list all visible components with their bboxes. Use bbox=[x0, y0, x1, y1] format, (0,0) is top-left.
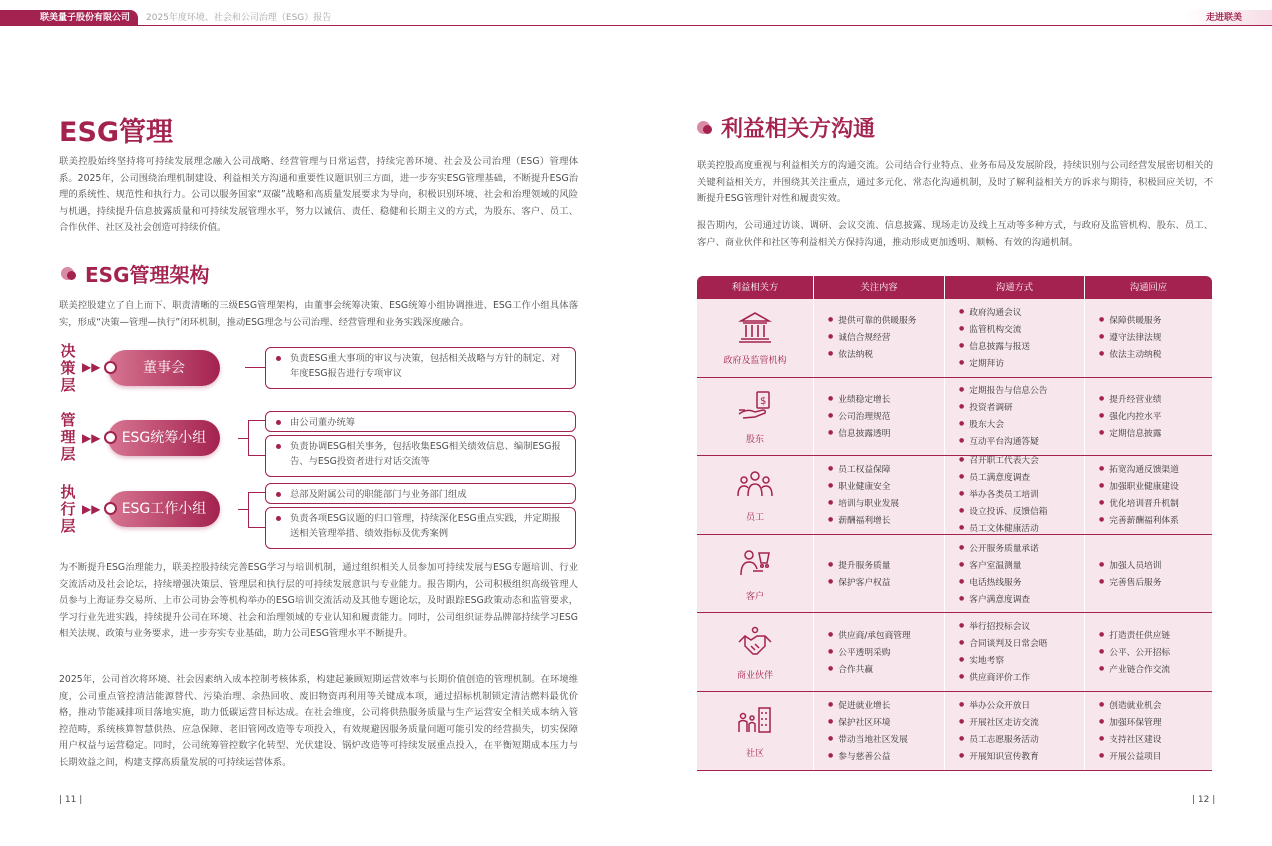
stakeholder-name: 政府及监管机构 bbox=[723, 356, 787, 367]
employee-icon bbox=[735, 466, 775, 506]
concerns-cell bbox=[813, 535, 944, 613]
method-item: ● 投资者调研 bbox=[959, 399, 1084, 416]
duty-working-2 bbox=[265, 507, 576, 549]
page-number-right: | 12 | bbox=[1192, 795, 1216, 805]
response-item: ● 提升经营业绩 bbox=[1099, 391, 1212, 408]
response-item: ● 开展公益项目 bbox=[1099, 748, 1212, 765]
node-esg-working: ESG工作小组 bbox=[108, 491, 220, 527]
duty-text: 负责协调ESG相关事务，包括收集ESG相关绩效信息、编制ESG报告、与ESG投资者进行对话交流等 bbox=[290, 441, 561, 467]
stakeholder-cell bbox=[697, 535, 813, 613]
duty-coordination-1 bbox=[265, 411, 576, 432]
method-item: ● 开展社区走访交流 bbox=[959, 714, 1084, 731]
esg-structure-title: ESG管理架构 bbox=[85, 263, 210, 287]
method-item: ● 互动平台沟通答疑 bbox=[959, 433, 1084, 450]
method-item: ● 举行招投标会议 bbox=[959, 618, 1084, 635]
page-number-value: 11 bbox=[64, 795, 77, 805]
stakeholder-name: 员工 bbox=[745, 513, 764, 524]
table-row bbox=[697, 378, 1212, 457]
methods-cell bbox=[944, 692, 1084, 770]
community-icon bbox=[735, 702, 775, 742]
concern-item: ● 参与慈善公益 bbox=[828, 748, 944, 765]
response-item: ● 产业链合作交流 bbox=[1099, 661, 1212, 678]
stakeholder-table bbox=[697, 276, 1212, 771]
method-item: ● 公开服务质量承诺 bbox=[959, 540, 1084, 557]
connector-bracket bbox=[248, 420, 265, 456]
responses-cell bbox=[1084, 535, 1212, 613]
concern-item: ● 职业健康安全 bbox=[828, 478, 944, 495]
response-item: ● 创造就业机会 bbox=[1099, 697, 1212, 714]
methods-cell bbox=[944, 299, 1084, 377]
concern-item: ● 业绩稳定增长 bbox=[828, 391, 944, 408]
node-ring-icon bbox=[104, 502, 117, 515]
response-item: ● 加强人员培训 bbox=[1099, 557, 1212, 574]
concerns-cell bbox=[813, 692, 944, 770]
stakeholder-heading bbox=[697, 112, 875, 143]
duty-text: 总部及附属公司的职能部门与业务部门组成 bbox=[290, 489, 467, 500]
table-row bbox=[697, 692, 1212, 771]
government-icon bbox=[735, 309, 775, 349]
report-title: 2025年度环境、社会和公司治理（ESG）报告 bbox=[146, 13, 332, 23]
header-cell: 沟通方式 bbox=[944, 276, 1084, 299]
arrow-icon: ▶▶ bbox=[82, 502, 101, 516]
esg-training-paragraph: 为不断提升ESG治理能力，联美控股持续完善ESG学习与培训机制，通过组织相关人员参加可持续发展与ESG专题培训、行业交流活动及社会论坛，持续增强决策层、管理层和执行层的可持续发展意识与专业能力。报告期内，公司积极组织高级管理人员参与上海证券交易所、上市公司协会等机构举办的ESG培训交流活动及其他专题论坛，及时跟踪ESG政策动态和监管要求，学习行业先进实践，持续提升公司在环境、社会和治理领域的专业认知和履责能力。同时，公司组织证券品牌部持续学习ESG相关法规、政策与业务要求，进一步夯实专业基础，助力公司ESG管理水平不断提升。 bbox=[59, 562, 578, 640]
concerns-cell bbox=[813, 456, 944, 534]
method-item: ● 实地考察 bbox=[959, 652, 1084, 669]
response-item: ● 依法主动纳税 bbox=[1099, 346, 1212, 363]
concerns-cell bbox=[813, 613, 944, 691]
method-item: ● 召开职工代表大会 bbox=[959, 452, 1084, 469]
stakeholder-name: 商业伙伴 bbox=[736, 670, 773, 681]
table-row bbox=[697, 613, 1212, 692]
response-item: ● 拓宽沟通反馈渠道 bbox=[1099, 461, 1212, 478]
concern-item: ● 依法纳税 bbox=[828, 346, 944, 363]
table-body bbox=[697, 299, 1212, 771]
layer-label-decision: 决策层 bbox=[60, 342, 76, 394]
responses-cell bbox=[1084, 378, 1212, 456]
response-item: ● 完善售后服务 bbox=[1099, 574, 1212, 591]
page-number-left: | 11 | bbox=[59, 795, 83, 805]
esg-intro-paragraph: 联美控股始终坚持将可持续发展理念融入公司战略、经营管理与日常运营，持续完善环境、社会及公司治理（ESG）管理体系。2025年，公司围绕治理机制建设、利益相关方沟通和重要性议题识别三方面，进一步夯实ESG管理基础，不断提升ESG治理的系统性、规范性和执行力。公司以服务国家“双碳”战略和高质量发展要求为导向，积极识别环境、社会和治理领域的风险与机遇，持续提升信息披露质量和可持续发展管理水平，努力以诚信、责任、稳健和长期主义的方式，为股东、客户、员工、合作伙伴、社区及社会创造可持续价值。 bbox=[59, 156, 578, 234]
header-divider bbox=[0, 25, 1272, 26]
responses-cell bbox=[1084, 299, 1212, 377]
method-item: ● 定期拜访 bbox=[959, 355, 1084, 372]
method-item: ● 合同谈判及日常会晤 bbox=[959, 635, 1084, 652]
method-item: ● 员工满意度调查 bbox=[959, 469, 1084, 486]
stakeholder-name: 社区 bbox=[745, 749, 764, 760]
stakeholder-name: 股东 bbox=[745, 434, 764, 445]
header-cell: 沟通回应 bbox=[1084, 276, 1212, 299]
method-item: ● 供应商评价工作 bbox=[959, 669, 1084, 686]
node-ring-icon bbox=[104, 431, 117, 444]
stakeholder-cell bbox=[697, 299, 813, 377]
section-bullet-icon bbox=[697, 120, 715, 136]
header-cell: 利益相关方 bbox=[731, 282, 779, 293]
method-item: ● 员工志愿服务活动 bbox=[959, 731, 1084, 748]
response-item: ● 公平、公开招标 bbox=[1099, 644, 1212, 661]
layer-label-execution: 执行层 bbox=[60, 483, 76, 535]
stakeholder-name: 客户 bbox=[745, 592, 764, 603]
connector-bracket bbox=[248, 492, 265, 528]
method-item: ● 信息披露与报送 bbox=[959, 338, 1084, 355]
response-item: ● 定期信息披露 bbox=[1099, 425, 1212, 442]
method-item: ● 政府沟通会议 bbox=[959, 304, 1084, 321]
concern-item: ● 员工权益保障 bbox=[828, 461, 944, 478]
response-item: ● 打造责任供应链 bbox=[1099, 627, 1212, 644]
concern-item: ● 培训与职业发展 bbox=[828, 495, 944, 512]
responses-cell bbox=[1084, 692, 1212, 770]
concern-item: ● 合作共赢 bbox=[828, 661, 944, 678]
method-item: ● 举办各类员工培训 bbox=[959, 486, 1084, 503]
arrow-icon: ▶▶ bbox=[82, 360, 101, 374]
shareholder-icon bbox=[735, 388, 775, 428]
concerns-cell bbox=[813, 299, 944, 377]
concern-item: ● 提供可靠的供暖服务 bbox=[828, 312, 944, 329]
partner-icon bbox=[735, 624, 775, 664]
response-item: ● 强化内控水平 bbox=[1099, 408, 1212, 425]
table-row bbox=[697, 535, 1212, 614]
concern-item: ● 带动当地社区发展 bbox=[828, 731, 944, 748]
duty-coordination-2 bbox=[265, 435, 576, 477]
concern-item: ● 促进就业增长 bbox=[828, 697, 944, 714]
duty-board-1 bbox=[265, 347, 576, 389]
connector-line bbox=[238, 438, 248, 439]
table-row bbox=[697, 299, 1212, 378]
method-item: ● 客户满意度调查 bbox=[959, 591, 1084, 608]
response-item: ● 优化培训晋升机制 bbox=[1099, 495, 1212, 512]
response-item: ● 完善薪酬福利体系 bbox=[1099, 512, 1212, 529]
node-ring-icon bbox=[104, 361, 117, 374]
layer-label-management: 管理层 bbox=[60, 411, 76, 463]
methods-cell bbox=[944, 613, 1084, 691]
method-item: ● 电话热线服务 bbox=[959, 574, 1084, 591]
stakeholder-cell bbox=[697, 378, 813, 456]
table-header bbox=[697, 276, 1212, 299]
methods-cell bbox=[944, 456, 1084, 534]
stakeholder-cell bbox=[697, 456, 813, 534]
responses-cell bbox=[1084, 613, 1212, 691]
page-header bbox=[0, 0, 1272, 26]
node-board: 董事会 bbox=[108, 350, 220, 386]
arrow-icon: ▶▶ bbox=[82, 431, 101, 445]
concern-item: ● 公平透明采购 bbox=[828, 644, 944, 661]
connector-line bbox=[245, 367, 265, 368]
svg-text:$: $ bbox=[760, 395, 767, 407]
concern-item: ● 诚信合规经营 bbox=[828, 329, 944, 346]
duty-text: 负责各项ESG议题的归口管理，持续深化ESG重点实践，并定期报送相关管理举措、绩效指标及优秀案例 bbox=[290, 513, 561, 539]
esg-structure-intro: 联美控股建立了自上而下、职责清晰的三级ESG管理架构，由董事会统筹决策、ESG统筹小组协调推进、ESG工作小组具体落实，形成“决策—管理—执行”闭环机制，推动ESG理念与公司治理、经营管理和业务实践深度融合。 bbox=[59, 300, 578, 328]
duty-working-1 bbox=[265, 483, 576, 504]
stakeholder-title: 利益相关方沟通 bbox=[721, 117, 876, 142]
response-item: ● 保障供暖服务 bbox=[1099, 312, 1212, 329]
section-tab[interactable]: 走进联美 bbox=[1184, 10, 1272, 26]
concern-item: ● 保护社区环境 bbox=[828, 714, 944, 731]
stakeholder-cell bbox=[697, 692, 813, 770]
concern-item: ● 薪酬福利增长 bbox=[828, 512, 944, 529]
connector-line bbox=[238, 509, 248, 510]
stakeholder-intro: 联美控股高度重视与利益相关方的沟通交流。公司结合行业特点、业务布局及发展阶段，持续识别与公司经营发展密切相关的关键利益相关方，并围绕其关注重点，通过多元化、常态化沟通机制，及时了解利益相关方的诉求与期待，积极回应关切，不断提升ESG管理针对性和履责实效。 bbox=[697, 160, 1213, 205]
response-item: ● 加强环保管理 bbox=[1099, 714, 1212, 731]
method-item: ● 员工文体健康活动 bbox=[959, 520, 1084, 537]
response-item: ● 加强职业健康建设 bbox=[1099, 478, 1212, 495]
esg-management-title: ESG管理 bbox=[59, 117, 174, 148]
method-item: ● 客户室温测量 bbox=[959, 557, 1084, 574]
concerns-cell bbox=[813, 378, 944, 456]
company-name-tab: 联美量子股份有限公司 bbox=[0, 10, 138, 26]
customer-icon bbox=[735, 545, 775, 585]
responses-cell bbox=[1084, 456, 1212, 534]
response-item: ● 遵守法律法规 bbox=[1099, 329, 1212, 346]
method-item: ● 举办公众开放日 bbox=[959, 697, 1084, 714]
node-esg-coordination: ESG统筹小组 bbox=[108, 420, 220, 456]
concern-item: ● 公司治理规范 bbox=[828, 408, 944, 425]
method-item: ● 开展知识宣传教育 bbox=[959, 748, 1084, 765]
method-item: ● 监管机构交流 bbox=[959, 321, 1084, 338]
esg-cost-paragraph: 2025年，公司首次将环境、社会因素纳入成本控制考核体系，构建起兼顾短期运营效率与长期价值创造的管理机制。在环境维度，公司重点管控清洁能源替代、污染治理、余热回收、废旧物资再利用等关键成本项，通过招标机制锁定清洁燃料最优价格，推动节能减排项目落地实施，助力低碳运营目标达成。在社会维度，公司将供热服务质量与生产运营安全相关成本纳入管控范畴，系统核算智慧供热、应急保障、老旧管网改造等专项投入，有效规避因服务质量问题可能引发的经营损失，切实保障用户权益与运营稳定。同时，公司统筹管控数字化转型、光伏建设、锅炉改造等可持续发展重点投入，在平衡短期成本压力与长期效益之间，构建支撑高质量发展的可持续运营体系。 bbox=[59, 674, 578, 768]
esg-structure-heading bbox=[61, 259, 209, 288]
section-bullet-icon bbox=[61, 266, 79, 282]
concern-item: ● 保护客户权益 bbox=[828, 574, 944, 591]
table-row bbox=[697, 456, 1212, 535]
stakeholder-period-paragraph: 报告期内，公司通过访谈、调研、会议交流、信息披露、现场走访及线上互动等多种方式，与政府及监管机构、股东、员工、客户、商业伙伴和社区等利益相关方保持沟通，推动形成更加透明、顺畅、有效的沟通机制。 bbox=[697, 220, 1213, 248]
method-item: ● 股东大会 bbox=[959, 416, 1084, 433]
method-item: ● 设立投诉、反馈信箱 bbox=[959, 503, 1084, 520]
concern-item: ● 信息披露透明 bbox=[828, 425, 944, 442]
duty-text: 由公司董办统筹 bbox=[290, 417, 356, 428]
methods-cell bbox=[944, 378, 1084, 456]
response-item: ● 支持社区建设 bbox=[1099, 731, 1212, 748]
stakeholder-cell bbox=[697, 613, 813, 691]
page-number-value: 12 bbox=[1197, 795, 1210, 805]
header-cell: 关注内容 bbox=[813, 276, 944, 299]
method-item: ● 定期报告与信息公告 bbox=[959, 382, 1084, 399]
concern-item: ● 提升服务质量 bbox=[828, 557, 944, 574]
concern-item: ● 供应商/承包商管理 bbox=[828, 627, 944, 644]
duty-text: 负责ESG重大事项的审议与决策，包括相关战略与方针的制定、对年度ESG报告进行专项审议 bbox=[290, 353, 560, 379]
methods-cell bbox=[944, 535, 1084, 613]
